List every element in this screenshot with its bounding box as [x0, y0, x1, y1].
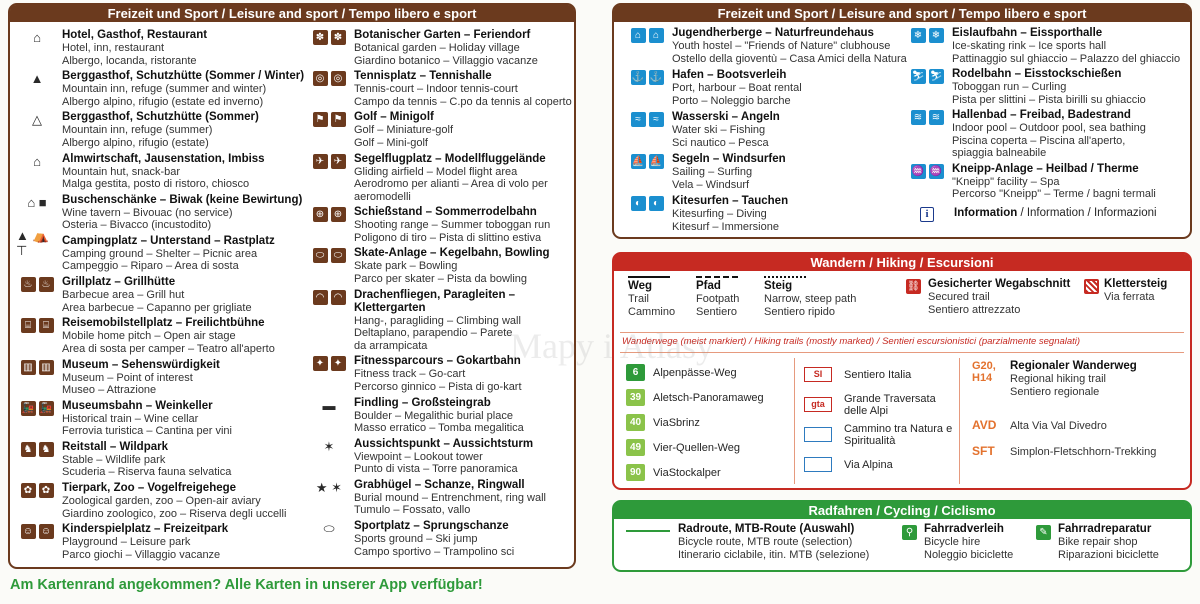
- mountain-hut-summer-icon: △: [32, 112, 42, 128]
- mountain-hut-icon: ▲: [30, 71, 44, 87]
- routes-vdivider-1: [794, 358, 795, 484]
- via-ferrata-icon: [1084, 279, 1099, 294]
- entry-title: Skate-Anlage – Kegelbahn, Bowling: [354, 247, 550, 260]
- entry-translation: Area di sosta per camper – Teatro all'aperto: [62, 342, 275, 355]
- entry-translation: Youth hostel – "Friends of Nature" clubhouse: [672, 40, 891, 52]
- entry-translation: Museum – Point of interest: [62, 371, 193, 384]
- glider-icon: ✈ ✈: [308, 154, 350, 169]
- information-entry: [906, 207, 1157, 220]
- entry-translation: Camping ground – Shelter – Picnic area: [62, 247, 258, 260]
- entry-translation: Indoor pool – Outdoor pool, sea bathing: [952, 122, 1146, 134]
- bike-hire-entry: [900, 523, 1013, 561]
- right-column-1: [624, 27, 914, 237]
- legend-entry: [14, 359, 306, 397]
- legend-entry: [14, 194, 306, 232]
- entry-translation: Scuderia – Riserva fauna selvatica: [62, 466, 232, 479]
- legend-entry: [306, 479, 574, 517]
- entry-title: Grabhügel – Schanze, Ringwall: [354, 478, 525, 491]
- entry-translation: Botanical garden – Holiday village: [354, 42, 520, 54]
- pfad-en: Footpath: [696, 293, 740, 305]
- entry-title: Berggasthof, Schutzhütte (Sommer / Winter): [62, 70, 305, 83]
- watermark: i: [602, 326, 613, 366]
- leisure-header-left: Freizeit und Sport / Leisure and sport / Tempo libero e sport: [10, 5, 574, 22]
- entry-title: Berggasthof, Schutzhütte (Sommer): [62, 111, 259, 124]
- pfad-it: Sentiero: [696, 305, 737, 318]
- regional-route-code: [972, 360, 1004, 384]
- secured-trail-icon: ⛓: [907, 281, 920, 292]
- entry-translation: Ice-skating rink – Ice sports hall: [952, 40, 1107, 52]
- entry-title: Segelflugplatz – Modellfluggelände: [354, 152, 546, 165]
- entry-translation: Masso erratico – Tomba megalitica: [354, 422, 524, 434]
- entry-translation: aeromodelli: [354, 190, 411, 203]
- legend-entry: [14, 400, 306, 438]
- italian-route-name: Grande Traversata delle Alpi: [844, 392, 936, 417]
- entry-title: Eislaufbahn – Eissporthalle: [952, 27, 1103, 39]
- swiss-route-item: [626, 460, 796, 485]
- steig-en: Narrow, steep path: [764, 293, 857, 305]
- entry-translation: Mountain hut, snack-bar: [62, 165, 181, 178]
- entry-translation: Skate park – Bowling: [354, 260, 458, 273]
- entry-translation: Poligono di tiro – Pista di slittino estiva: [354, 231, 542, 244]
- bike-hire-it: Noleggio biciclette: [924, 548, 1014, 561]
- hiking-legend: [612, 252, 1192, 490]
- entry-title: Almwirtschaft, Jausenstation, Imbiss: [62, 152, 265, 165]
- entry-translation: Ferrovia turistica – Cantina per vini: [62, 425, 232, 438]
- entry-translation: Tennis-court – Indoor tennis-court: [354, 83, 518, 96]
- legend-entry: [14, 276, 306, 314]
- entry-translation: Sci nautico – Pesca: [672, 136, 769, 149]
- golf-icon: ⚑ ⚑: [308, 112, 350, 127]
- entry-translation: Malga gestita, posto di ristoro, chiosco: [62, 178, 250, 191]
- entry-translation: Port, harbour – Boat rental: [672, 82, 802, 94]
- route-number-badge: 90: [626, 464, 645, 481]
- italian-route-mark: SI: [804, 367, 832, 382]
- entry-title: Reisemobilstellplatz – Freilichtbühne: [62, 317, 265, 330]
- house-icon: ⌂: [33, 30, 41, 45]
- entry-translation: Area barbecue – Capanno per grigliate: [62, 301, 252, 314]
- legend-entry: [306, 70, 574, 108]
- legend-entry: [904, 109, 1190, 160]
- steig-title: Steig: [764, 280, 793, 292]
- entry-translation: Kitesurfing – Diving: [672, 208, 767, 220]
- sft-label: Simplon-Fletschhorn-Trekking: [1010, 446, 1157, 458]
- fitness-icon: ✦ ✦: [308, 356, 350, 371]
- entry-title: Reitstall – Wildpark: [62, 440, 168, 453]
- hiking-note: Wanderwege (meist markiert) / Hiking trails (mostly marked) / Sentieri escursionistici (parzialmente segnalati): [622, 336, 1081, 347]
- bike-route-title: Radroute, MTB-Route (Auswahl): [678, 523, 855, 535]
- route-name: Vier-Quellen-Weg: [653, 441, 741, 454]
- entry-title: Schießstand – Sommerrodelbahn: [354, 206, 537, 219]
- entry-translation: Hang-, paragliding – Climbing wall: [354, 314, 521, 327]
- entry-translation: Campo da tennis – C.po da tennis al coperto: [354, 95, 572, 108]
- entry-title: Buschenschänke – Biwak (keine Bewirtung): [62, 193, 303, 206]
- route-name: ViaSbrinz: [653, 416, 700, 429]
- entry-title: Kneipp-Anlage – Heilbad / Therme: [952, 162, 1139, 175]
- footer-app-note: Am Kartenrand angekommen? Alle Karten in unserer App verfügbar!: [10, 577, 483, 593]
- entry-translation: Albergo alpino, rifugio (estate ed inverno): [62, 95, 264, 108]
- regional-it: Sentiero regionale: [1010, 385, 1100, 398]
- kneipp-icon: ♒ ♒: [911, 165, 943, 177]
- italian-route-name: Cammino tra Natura e Spiritualità: [844, 422, 953, 447]
- riding-icon: ♞ ♞: [16, 442, 58, 457]
- entry-translation: Historical train – Wine cellar: [62, 412, 199, 425]
- pfad-title: Pfad: [696, 280, 721, 292]
- sports-ground-icon: ⬭: [323, 521, 335, 537]
- cycling-header: Radfahren / Cycling / Ciclismo: [614, 502, 1190, 519]
- swiss-route-item: [626, 385, 796, 410]
- zoo-icon: ✿ ✿: [16, 483, 58, 498]
- legend-entry: [14, 228, 306, 273]
- boulder-icon: ▬: [322, 397, 336, 413]
- entry-title: Botanischer Garten – Feriendorf: [354, 29, 531, 41]
- entry-title: Fitnessparcours – Gokartbahn: [354, 355, 521, 368]
- ice-rink-icon: ❄ ❄: [906, 28, 948, 43]
- entry-translation: Percorso ginnico – Pista di go-kart: [354, 380, 522, 393]
- legend-entry: [14, 482, 306, 520]
- entry-translation: Parco giochi – Villaggio vacanze: [62, 548, 221, 561]
- regional-code-2: H14: [972, 372, 993, 384]
- legend-entry: [624, 27, 914, 65]
- entry-title: Tierpark, Zoo – Vogelfreigehege: [62, 482, 237, 495]
- entry-translation: Albergo, locanda, ristorante: [62, 54, 197, 67]
- entry-translation: Sports ground – Ski jump: [354, 533, 478, 546]
- leisure-legend-right: [612, 3, 1192, 239]
- legend-entry: [624, 153, 914, 191]
- entry-translation: Pattinaggio sul ghiaccio – Palazzo del ghiaccio: [952, 52, 1181, 65]
- left-column-1: [14, 29, 306, 564]
- entry-translation: Zoological garden, zoo – Open-air aviary: [62, 495, 261, 508]
- cycling-legend: [612, 500, 1192, 572]
- regional-title: Regionaler Wanderweg: [1010, 360, 1137, 372]
- bike-repair-en: Bike repair shop: [1058, 536, 1138, 548]
- swiss-routes-list: [626, 360, 796, 485]
- entry-title: Grillplatz – Grillhütte: [62, 276, 176, 289]
- harbour-icon: ⚓ ⚓: [631, 72, 663, 83]
- route-number-badge: 49: [626, 439, 645, 456]
- trail-type-secured: [904, 278, 1070, 316]
- legend-entry: [306, 206, 574, 244]
- museum-train-icon: 🚂 🚂: [21, 402, 53, 414]
- entry-translation: Piscina coperta – Piscina all'aperto,: [952, 134, 1126, 147]
- regional-en: Regional hiking trail: [1010, 373, 1106, 385]
- legend-entry: [306, 397, 574, 435]
- legend-entry: [306, 438, 574, 476]
- shooting-icon: ⊕ ⊕: [308, 207, 350, 222]
- entry-title: Hallenbad – Freibad, Badestrand: [952, 109, 1131, 121]
- bike-hire-en: Bicycle hire: [924, 536, 981, 548]
- water-ski-icon: ≈ ≈: [626, 112, 668, 127]
- entry-translation: Kitesurf – Immersione: [672, 220, 779, 233]
- legend-entry: [306, 289, 574, 353]
- italian-route-item: [804, 420, 954, 450]
- entry-translation: Punto di vista – Torre panoramica: [354, 463, 518, 476]
- youth-hostel-icon: ⌂ ⌂: [626, 28, 668, 43]
- information-label: Information: [954, 207, 1018, 219]
- entry-title: Rodelbahn – Eisstockschießen: [952, 68, 1122, 80]
- italian-routes-list: [804, 360, 954, 480]
- legend-entry: [306, 111, 574, 149]
- legend-entry: [306, 29, 574, 67]
- entry-translation: Boulder – Megalithic burial place: [354, 409, 513, 422]
- information-icon: i: [920, 207, 934, 222]
- italian-route-name: Sentiero Italia: [844, 368, 912, 381]
- entry-translation: Museo – Attrazione: [62, 384, 157, 396]
- entry-translation: da arrampicata: [354, 339, 428, 352]
- hiking-header: Wandern / Hiking / Escursioni: [614, 254, 1190, 271]
- entry-title: Museumsbahn – Weinkeller: [62, 399, 213, 412]
- bike-route-entry: [678, 523, 869, 561]
- entry-translation: Shooting range – Summer toboggan run: [354, 219, 551, 232]
- bike-hire-icon: ⚲: [902, 525, 917, 540]
- entry-translation: Albergo alpino, rifugio (estate): [62, 136, 209, 149]
- route-name: Aletsch-Panoramaweg: [653, 391, 764, 404]
- bike-hire-title: Fahrradverleih: [924, 523, 1004, 535]
- secured-title: Gesicherter Wegabschnitt: [928, 278, 1071, 290]
- legend-entry: [306, 355, 574, 393]
- entry-translation: Giardino botanico – Villaggio vacanze: [354, 54, 538, 67]
- route-number-badge: 39: [626, 389, 645, 406]
- avd-code: AVD: [972, 418, 997, 432]
- route-name: ViaStockalper: [653, 466, 721, 479]
- entry-title: Drachenfliegen, Paragleiten – Klettergarten: [354, 288, 516, 314]
- grill-icon: ♨ ♨: [16, 277, 58, 292]
- entry-title: Sportplatz – Sprungschanze: [354, 520, 509, 533]
- entry-title: Findling – Großsteingrab: [354, 396, 491, 409]
- camping-icon: ▲ ⛺ ⊤: [16, 228, 49, 259]
- burial-mound-icon: ★ ✶: [315, 479, 343, 495]
- viewpoint-icon: ✶: [323, 438, 335, 454]
- swiss-route-item: [626, 360, 796, 385]
- entry-translation: Giardino zoologico, zoo – Riserva degli uccelli: [62, 507, 287, 520]
- entry-title: Hotel, Gasthof, Restaurant: [62, 29, 208, 41]
- leisure-legend-left: [8, 3, 576, 569]
- routes-vdivider-2: [959, 358, 960, 484]
- entry-translation: Golf – Miniature-golf: [354, 124, 454, 137]
- trail-type-steig: [764, 276, 856, 318]
- kitesurf-icon: ◐ ◐: [626, 196, 668, 211]
- bike-route-en: Bicycle route, MTB route (selection): [678, 536, 853, 548]
- entry-title: Golf – Minigolf: [354, 111, 434, 124]
- bike-route-it: Itinerario ciclabile, itin. MTB (selezione): [678, 548, 870, 561]
- right-column-2: [904, 27, 1190, 204]
- legend-entry: [904, 163, 1190, 201]
- toboggan-icon: ⛷ ⛷: [911, 71, 943, 82]
- bike-repair-title: Fahrradreparatur: [1058, 523, 1152, 535]
- entry-translation: Hotel, inn, restaurant: [62, 42, 165, 54]
- entry-title: Aussichtspunkt – Aussichtsturm: [354, 437, 534, 450]
- mobile-home-icon: ⌸ ⌸: [16, 318, 58, 333]
- italian-route-mark: [804, 457, 832, 472]
- trail-type-klettersteig: [1082, 278, 1167, 304]
- trail-type-pfad: [696, 276, 739, 318]
- legend-entry: [306, 520, 574, 558]
- italian-route-item: [804, 390, 954, 420]
- entry-translation: spiaggia balneabile: [952, 147, 1047, 159]
- entry-translation: Mountain inn, refuge (summer and winter): [62, 83, 267, 96]
- entry-translation: Toboggan run – Curling: [952, 81, 1067, 93]
- italian-route-mark: gta: [804, 397, 832, 412]
- entry-translation: Campo sportivo – Trampolino sci: [354, 545, 515, 558]
- hiking-divider-2: [620, 352, 1184, 353]
- hiking-divider: [620, 332, 1184, 333]
- italian-route-mark: [804, 427, 832, 442]
- entry-translation: "Kneipp" facility – Spa: [952, 175, 1060, 188]
- entry-translation: Campeggio – Riparo – Area di sosta: [62, 260, 239, 273]
- entry-title: Kinderspielplatz – Freizeitpark: [62, 523, 229, 536]
- legend-entry: [904, 68, 1190, 106]
- legend-entry: [306, 153, 574, 204]
- italian-route-item: [804, 450, 954, 480]
- entry-translation: Aerodromo per alianti – Area di volo per: [354, 178, 548, 191]
- steig-line-icon: [764, 276, 806, 278]
- entry-translation: Percorso "Kneipp" – Terme / bagni termali: [952, 188, 1156, 200]
- entry-translation: Fitness track – Go-cart: [354, 368, 466, 381]
- regional-route-text: [1010, 360, 1137, 398]
- left-column-2: [306, 29, 574, 561]
- swiss-route-item: [626, 410, 796, 435]
- entry-translation: Deltaplano, parapendio – Parete: [354, 327, 513, 340]
- entry-translation: Sailing – Surfing: [672, 166, 753, 178]
- leisure-header-right: Freizeit und Sport / Leisure and sport / Tempo libero e sport: [614, 5, 1190, 22]
- entry-translation: Vela – Windsurf: [672, 178, 750, 191]
- entry-title: Kitesurfen – Tauchen: [672, 195, 789, 207]
- entry-translation: Porto – Noleggio barche: [672, 94, 791, 107]
- bivouac-icon: ⌂ ■: [27, 194, 47, 210]
- entry-translation: Stable – Wildlife park: [62, 453, 166, 466]
- museum-icon: ▥ ▥: [16, 360, 58, 375]
- sailing-icon: ⛵ ⛵: [631, 156, 663, 167]
- tennis-icon: ◎ ◎: [308, 71, 350, 86]
- entry-translation: Viewpoint – Lookout tower: [354, 450, 483, 463]
- legend-entry: [14, 523, 306, 561]
- klettersteig-title: Klettersteig: [1104, 278, 1168, 290]
- sft-route: [972, 442, 1156, 460]
- entry-title: Jugendherberge – Naturfreundehaus: [672, 27, 874, 39]
- botanic-garden-icon: ✽ ✽: [308, 30, 350, 45]
- entry-translation: Osteria – Bivacco (incustodito): [62, 219, 212, 232]
- legend-entry: [306, 247, 574, 285]
- route-number-badge: 40: [626, 414, 645, 431]
- bike-route-line-icon: [626, 530, 670, 532]
- weg-en: Trail: [628, 293, 649, 305]
- entry-title: Hafen – Bootsverleih: [672, 69, 787, 81]
- weg-line-icon: [628, 276, 670, 278]
- weg-it: Cammino: [628, 305, 676, 318]
- sft-code: SFT: [972, 444, 995, 458]
- alp-hut-icon: ⌂: [33, 153, 41, 169]
- legend-entry: [14, 29, 306, 67]
- skate-icon: ⬭ ⬭: [308, 248, 350, 263]
- legend-entry: [14, 317, 306, 355]
- regional-route: [972, 360, 1137, 398]
- entry-translation: Burial mound – Entrenchment, ring wall: [354, 491, 546, 504]
- legend-entry: [14, 111, 306, 149]
- playground-icon: ☺ ☺: [16, 524, 58, 539]
- italian-route-name: Via Alpina: [844, 458, 893, 471]
- entry-translation: Pista per slittini – Pista birilli su ghiaccio: [952, 93, 1146, 106]
- bike-repair-it: Riparazioni biciclette: [1058, 548, 1159, 561]
- entry-title: Segeln – Windsurfen: [672, 153, 786, 165]
- klettersteig-en: Via ferrata: [1104, 291, 1155, 303]
- entry-translation: Wine tavern – Bivouac (no service): [62, 206, 233, 219]
- legend-entry: [14, 153, 306, 191]
- entry-title: Campingplatz – Unterstand – Rastplatz: [62, 234, 275, 247]
- route-name: Alpenpässe-Weg: [653, 366, 737, 379]
- entry-translation: Mobile home pitch – Open air stage: [62, 330, 236, 343]
- legend-entry: [14, 441, 306, 479]
- regional-code-1: G20,: [972, 360, 996, 372]
- entry-translation: Mountain inn, refuge (summer): [62, 124, 213, 137]
- legend-entry: [624, 111, 914, 149]
- avd-route: [972, 416, 1107, 434]
- bike-repair-entry: [1034, 523, 1159, 561]
- entry-translation: Parco per skater – Pista da bowling: [354, 272, 528, 285]
- entry-title: Tennisplatz – Tennishalle: [354, 70, 492, 83]
- secured-it: Sentiero attrezzato: [928, 303, 1021, 316]
- route-number-badge: 6: [626, 364, 645, 381]
- secured-en: Secured trail: [928, 291, 990, 303]
- legend-entry: [624, 195, 914, 233]
- steig-it: Sentiero ripido: [764, 305, 835, 318]
- swiss-route-item: [626, 435, 796, 460]
- entry-title: Museum – Sehenswürdigkeit: [62, 358, 220, 371]
- legend-entry: [904, 27, 1190, 65]
- entry-title: Wasserski – Angeln: [672, 111, 780, 123]
- italian-route-item: [804, 360, 954, 390]
- entry-translation: Tumulo – Fossato, vallo: [354, 504, 471, 517]
- information-translations: / Information / Informazioni: [1017, 207, 1157, 219]
- avd-label: Alta Via Val Divedro: [1010, 420, 1107, 432]
- trail-type-weg: [628, 276, 675, 318]
- entry-translation: Golf – Mini-golf: [354, 136, 428, 149]
- bike-repair-icon: ✎: [1036, 525, 1051, 540]
- weg-title: Weg: [628, 280, 653, 292]
- entry-translation: Gliding airfield – Model flight area: [354, 165, 518, 178]
- entry-translation: Water ski – Fishing: [672, 124, 766, 136]
- paragliding-icon: ◠ ◠: [308, 290, 350, 305]
- legend-entry: [14, 70, 306, 108]
- swimming-icon: ≋ ≋: [906, 110, 948, 125]
- pfad-line-icon: [696, 276, 738, 278]
- entry-translation: Barbecue area – Grill hut: [62, 289, 185, 302]
- legend-entry: [624, 69, 914, 107]
- entry-translation: Playground – Leisure park: [62, 536, 191, 549]
- entry-translation: Ostello della gioventù – Casa Amici della Natura: [672, 52, 907, 65]
